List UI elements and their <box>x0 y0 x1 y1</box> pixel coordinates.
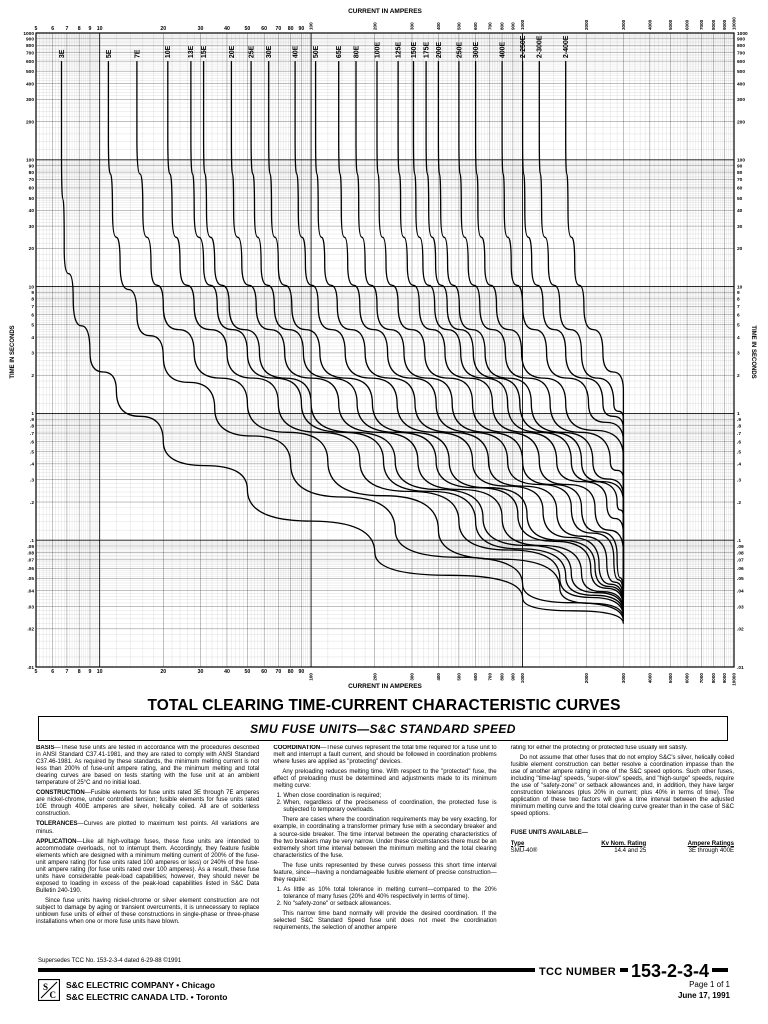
y-tick-label: .2 <box>737 500 742 506</box>
y-tick-label: 30 <box>28 224 34 230</box>
company-name-canada: S&C ELECTRIC CANADA LTD. • Toronto <box>66 992 228 1002</box>
x-tick-label: 9 <box>88 26 92 32</box>
y-tick-label: .01 <box>737 665 744 671</box>
coordination-lead: COORDINATION <box>273 745 321 751</box>
y-tick-label: .6 <box>737 440 742 446</box>
x-tick-label: 300 <box>409 22 415 30</box>
y-tick-label: .1 <box>737 539 742 544</box>
x-tick-label: 500 <box>456 673 462 681</box>
x-tick-label: 400 <box>436 673 442 681</box>
y-axis-title-right: TIME IN SECONDS <box>750 325 756 379</box>
basis-text: —These fuse units are tested in accordance with the procedures described in ANSI Standard C37.41-1981, and they are rated to comply with ANSI Standard C37.46-1981. As required by these standards, the minimum melting current is not less than 200% of fuse-unit ampere rating, and the minimum melting and total clearing curves are based on tests starting with the fuse unit at an ambient temperature of 25°C and no initial load. <box>36 745 260 787</box>
y-tick-label: 5 <box>737 323 740 329</box>
series-label: 13E <box>188 45 196 59</box>
x-tick-label: 10000 <box>731 673 737 686</box>
curve-2-250E <box>523 61 624 578</box>
x-tick-label: 700 <box>487 673 493 681</box>
x-tick-label: 30 <box>197 669 204 675</box>
x-tick-label: 2000 <box>583 19 589 30</box>
x-tick-label: 5 <box>34 669 38 675</box>
y-tick-label: 90 <box>28 164 34 170</box>
list-item: 2. When, regardless of the preciseness of coordination, the protected fuse is subjected to temporary overloads. <box>283 800 496 814</box>
y-tick-label: .08 <box>27 551 34 557</box>
x-tick-label: 6000 <box>684 673 690 684</box>
y-tick-label: .09 <box>737 544 744 550</box>
x-axis-title-bottom: CURRENT IN AMPERES <box>348 683 422 690</box>
y-tick-label: .07 <box>737 558 744 564</box>
x-tick-label: 100 <box>308 22 314 30</box>
y-tick-label: 60 <box>737 186 743 192</box>
x-tick-label: 3000 <box>621 19 627 30</box>
y-tick-label: .03 <box>737 605 744 611</box>
supersedes-note: Supersedes TCC No. 153-2-3-4 dated 6-29-88 ©1991 <box>38 958 182 964</box>
x-tick-label: 6 <box>51 26 55 32</box>
y-tick-label: .05 <box>27 577 34 583</box>
y-tick-label: .07 <box>27 558 34 564</box>
x-tick-label: 200 <box>372 673 378 681</box>
y-tick-label: 300 <box>737 98 746 104</box>
y-tick-label: 40 <box>28 209 34 215</box>
svg-text:S: S <box>43 982 49 992</box>
x-tick-label: 10 <box>96 669 103 675</box>
y-tick-label: 20 <box>28 247 34 253</box>
column-3 <box>511 745 734 977</box>
x-tick-label: 100 <box>308 673 314 681</box>
x-tick-label: 60 <box>261 26 268 32</box>
column-3-paragraph-1: rating for either the protecting or protected fuse usually will satisfy. <box>510 745 688 751</box>
x-tick-label: 2000 <box>583 673 589 684</box>
y-tick-label: .08 <box>737 551 744 557</box>
y-tick-label: .6 <box>29 440 34 446</box>
y-tick-label: 6 <box>737 313 740 319</box>
th-kv: Kv Nom. Rating <box>601 840 647 847</box>
x-tick-label: 90 <box>298 26 305 32</box>
y-tick-label: .06 <box>27 567 34 573</box>
y-tick-label: .02 <box>737 627 744 633</box>
x-tick-label: 8000 <box>711 19 717 30</box>
series-label: 300E <box>473 41 481 59</box>
footer-rule <box>38 968 728 972</box>
y-tick-label: 9 <box>31 291 34 297</box>
column-2 <box>273 745 496 977</box>
y-tick-label: 40 <box>737 209 743 215</box>
svg-text:C: C <box>49 990 56 1000</box>
y-tick-label: 70 <box>28 178 34 184</box>
x-tick-label: 7 <box>65 669 69 675</box>
y-tick-label: .7 <box>29 431 34 437</box>
x-tick-label: 50 <box>244 26 251 32</box>
tcc-label: TCC NUMBER <box>535 966 620 978</box>
y-tick-label: 400 <box>25 82 34 88</box>
x-tick-label: 3000 <box>621 673 627 684</box>
curve-30E <box>269 61 624 606</box>
y-tick-label: .3 <box>29 478 34 484</box>
x-tick-label: 700 <box>487 22 493 30</box>
list-item: 2. No "safety-zone" or setback allowances. <box>283 901 496 908</box>
y-tick-label: 1000 <box>23 31 34 37</box>
y-tick-label: 6 <box>31 313 34 319</box>
y-tick-label: 7 <box>31 305 34 311</box>
y-tick-label: .04 <box>27 589 34 595</box>
x-tick-label: 50 <box>244 669 251 675</box>
x-tick-label: 40 <box>224 669 230 675</box>
list-item: 1. As little as 10% total tolerance in melting current—compared to the 20% tolerance of many fuses (20% and 40% respectively in terms of time). <box>283 887 496 901</box>
x-tick-label: 90 <box>298 669 305 675</box>
x-tick-label: 70 <box>275 669 282 675</box>
th-amp: Ampere Ratings <box>687 840 734 847</box>
table-row <box>511 848 734 855</box>
y-tick-label: 100 <box>737 158 746 164</box>
y-tick-label: 70 <box>737 178 743 184</box>
x-tick-label: 8 <box>77 26 81 32</box>
series-label: 200E <box>435 41 443 59</box>
series-label: 100E <box>374 41 382 59</box>
y-tick-label: .8 <box>737 424 742 430</box>
y-tick-label: .9 <box>29 418 34 424</box>
y-tick-label: 10 <box>28 285 34 291</box>
basis-paragraph <box>36 745 259 787</box>
y-tick-label: 200 <box>737 120 746 126</box>
y-tick-label: .09 <box>27 544 34 550</box>
column-3-paragraph-2: Do not assume that other fuses that do not employ S&C's silver, helically coiled fusible element construction can better resolve a coordination impasse than the use of another ampere rating in one of the S&C speed options. Such other fuses, including "time-lag" speeds, "super-slow" speeds, and "high-surge" speeds, require the use of "safety-zone" or setback allowances and, in addition, they have larger construction tolerances (plus 20% in current; plus 40% in terms of time). The application of these two factors will give a time interval between the adjusted minimum melting curve and the total clearing curve greater than in the case of S&C speed options. <box>510 755 734 818</box>
cell-kv: 14.4 and 25 <box>614 847 647 854</box>
table-header-row <box>511 841 734 848</box>
application-paragraph-2: Since fuse units having nickel-chrome or silver element construction are not subject to damage by aging or transient overcurrents, it is unnecessary to replace unblown fuse units of either of these constructions in single-phase or three-phase installations when one or more fuse units have blown. <box>36 897 260 926</box>
y-tick-label: 30 <box>737 224 743 230</box>
x-tick-label: 7 <box>65 26 69 32</box>
x-tick-label: 9 <box>88 669 92 675</box>
y-tick-label: 800 <box>25 44 34 50</box>
x-tick-label: 6 <box>51 669 55 675</box>
y-tick-label: 50 <box>28 196 34 202</box>
y-tick-label: .2 <box>29 500 34 506</box>
x-tick-label: 600 <box>473 673 479 681</box>
y-tick-label: 1 <box>737 412 740 418</box>
series-label: 15E <box>200 45 208 59</box>
y-tick-label: 900 <box>25 37 34 43</box>
y-tick-label: .01 <box>27 665 34 671</box>
y-tick-label: 9 <box>737 291 740 297</box>
y-tick-label: 5 <box>31 323 34 329</box>
y-tick-label: 4 <box>737 335 740 341</box>
curve-150E <box>414 61 624 593</box>
page-indicator: Page 1 of 1 <box>689 980 730 989</box>
y-tick-label: .3 <box>737 478 742 484</box>
coordination-list-2 <box>273 887 496 908</box>
x-tick-label: 9000 <box>721 19 727 30</box>
y-tick-label: .5 <box>29 450 34 456</box>
y-tick-label: 300 <box>25 98 34 104</box>
y-tick-label: 80 <box>737 170 743 176</box>
x-tick-label: 40 <box>224 26 230 32</box>
y-tick-label: 800 <box>737 44 746 50</box>
y-tick-label: 50 <box>737 196 743 202</box>
column-1 <box>36 745 259 977</box>
series-label: 400E <box>499 41 507 59</box>
y-tick-label: .1 <box>29 539 34 544</box>
subtitle-box <box>38 716 728 741</box>
curve-300E <box>476 61 624 583</box>
y-tick-label: 8 <box>31 297 34 303</box>
y-tick-label: 2 <box>31 374 34 380</box>
y-tick-label: .04 <box>737 589 744 595</box>
fuse-units-table <box>511 841 734 855</box>
series-label: 50E <box>312 45 320 59</box>
y-tick-label: 90 <box>737 164 743 170</box>
application-paragraph <box>36 839 259 895</box>
series-label: 25E <box>248 45 256 59</box>
y-tick-label: 500 <box>737 69 746 75</box>
basis-lead: BASIS <box>36 745 55 751</box>
y-tick-label: 100 <box>25 158 34 164</box>
y-tick-label: .7 <box>737 431 742 437</box>
series-label: 150E <box>410 41 418 59</box>
coordination-text: —These curves represent the total time required for a fuse unit to melt and interrupt a fault current, and should be followed in coordination problems where fuses are applied as "protecting" devices. <box>273 745 497 766</box>
x-tick-label: 1000 <box>520 673 526 684</box>
y-tick-label: .4 <box>29 462 34 468</box>
x-tick-label: 800 <box>499 673 505 681</box>
subtitle: SMU FUSE UNITS—S&C STANDARD SPEED <box>250 721 516 736</box>
coordination-paragraph-3: There are cases where the coordination requirements may be very exacting, for example, in coordinating a transformer primary fuse with a secondary breaker and a source-side breaker. The time interval between the operating characteristics of the two breakers may be very narrow. Under these circumstances there must be an extremely short time interval between the minimum melting and the total clearing characteristics of the fuse. <box>273 817 497 859</box>
y-tick-label: 1 <box>31 412 34 418</box>
x-tick-label: 5 <box>34 26 38 32</box>
y-tick-label: 1000 <box>737 31 748 37</box>
curve-20E <box>231 61 623 610</box>
series-label: 125E <box>395 41 403 59</box>
series-label: 65E <box>336 45 344 59</box>
x-tick-label: 20 <box>160 26 167 32</box>
fuse-units-heading: FUSE UNITS AVAILABLE— <box>510 830 588 837</box>
coordination-paragraph-4: The fuse units represented by these curves possess this short time interval feature, since—having a nondamageable fusible element of precise construction—they require: <box>273 862 497 883</box>
curve-65E <box>339 61 624 601</box>
series-label: 40E <box>292 45 300 59</box>
series-label: 3E <box>58 49 66 59</box>
series-label: 20E <box>228 45 236 59</box>
application-text: —Like all high-voltage fuses, these fuse units are intended to accommodate overloads, not to interrupt them. Accordingly, they feature fusible elements which are designed with a minimum melting current of 200% of the fuse-unit ampere rating (for fuse units rated 100 amperes or less) or 240% of the fuse-unit ampere rating (for fuse units rated over 100 amperes). As a result, these fuse units have considerable peak-load capabilities; however, they should never be exposed to loading in excess of the peak-load capabilities listed in S&C Data Bulletin 240-190. <box>36 838 260 894</box>
x-axis-title-top: CURRENT IN AMPERES <box>348 8 422 15</box>
y-tick-label: .03 <box>27 605 34 611</box>
series-label: 10E <box>165 45 173 59</box>
x-tick-label: 10 <box>96 26 103 32</box>
y-tick-label: 10 <box>737 285 743 291</box>
th-type: Type <box>510 840 525 847</box>
curve-13E <box>191 61 624 614</box>
series-label: 2-250E <box>519 35 527 59</box>
x-tick-label: 9000 <box>721 673 727 684</box>
series-label: 250E <box>456 41 464 59</box>
chart-grid <box>36 33 734 667</box>
y-tick-label: .02 <box>27 627 34 633</box>
cell-type: SMU-40® <box>510 847 538 854</box>
series-label: 30E <box>266 45 274 59</box>
series-label: 2-300E <box>536 35 544 59</box>
curve-250E <box>459 61 624 585</box>
y-tick-label: 3 <box>737 351 740 357</box>
y-tick-label: .9 <box>737 418 742 424</box>
x-tick-label: 4000 <box>647 19 653 30</box>
y-tick-label: .05 <box>737 577 744 583</box>
application-lead: APPLICATION <box>36 838 77 845</box>
series-label: 7E <box>134 49 142 59</box>
y-tick-label: 3 <box>31 351 34 357</box>
y-axis-title-left: TIME IN SECONDS <box>10 325 16 379</box>
page-title: TOTAL CLEARING TIME-CURRENT CHARACTERISTIC CURVES <box>147 697 621 714</box>
y-tick-label: .5 <box>737 450 742 456</box>
x-tick-label: 20 <box>160 669 167 675</box>
x-tick-label: 600 <box>473 22 479 30</box>
y-tick-label: .06 <box>737 567 744 573</box>
curve-25E <box>251 61 623 608</box>
y-tick-label: 500 <box>25 69 34 75</box>
y-tick-label: 900 <box>737 37 746 43</box>
x-tick-label: 8000 <box>711 673 717 684</box>
curve-175E <box>426 61 623 591</box>
y-tick-label: 700 <box>737 51 746 57</box>
issue-date: June 17, 1991 <box>677 991 730 1000</box>
x-tick-label: 1000 <box>520 19 526 30</box>
series-label: 80E <box>353 45 361 59</box>
sc-logo-icon <box>38 979 60 1001</box>
x-tick-label: 80 <box>287 26 294 32</box>
x-tick-label: 60 <box>261 669 268 675</box>
x-tick-label: 7000 <box>698 19 704 30</box>
x-tick-label: 4000 <box>647 673 653 684</box>
series-label: 175E <box>423 41 431 59</box>
x-tick-label: 5000 <box>667 19 673 30</box>
y-tick-label: 400 <box>737 82 746 88</box>
tolerances-lead: TOLERANCES <box>36 821 78 828</box>
tcc-number: 153-2-3-4 <box>628 961 712 982</box>
y-tick-label: 7 <box>737 305 740 311</box>
x-tick-label: 400 <box>436 22 442 30</box>
y-tick-label: 4 <box>31 335 34 341</box>
y-tick-label: 600 <box>25 59 34 65</box>
y-tick-label: .8 <box>29 424 34 430</box>
list-item: 1. When close coordination is required; <box>283 793 496 800</box>
body-text <box>36 745 734 977</box>
x-tick-label: 500 <box>456 22 462 30</box>
x-tick-label: 300 <box>409 673 415 681</box>
x-tick-label: 6000 <box>684 19 690 30</box>
x-tick-label: 7000 <box>698 673 704 684</box>
curve-2-300E <box>539 61 623 575</box>
x-tick-label: 900 <box>510 673 516 681</box>
construction-paragraph <box>36 790 259 818</box>
y-tick-label: 60 <box>28 186 34 192</box>
x-tick-label: 80 <box>287 669 294 675</box>
cell-amp: 3E through 400E <box>688 847 734 854</box>
construction-lead: CONSTRUCTION <box>36 790 85 797</box>
y-tick-label: .4 <box>737 462 742 468</box>
y-tick-label: 20 <box>737 247 743 253</box>
x-tick-label: 900 <box>510 22 516 30</box>
company-name: S&C ELECTRIC COMPANY • Chicago <box>66 980 216 990</box>
x-tick-label: 70 <box>275 26 282 32</box>
tolerances-paragraph <box>36 821 259 835</box>
y-tick-label: 80 <box>28 170 34 176</box>
series-label: 2-400E <box>563 35 571 59</box>
coordination-paragraph-2: Any preloading reduces melting time. With respect to the "protected" fuse, the effect of preloading must be determined and adjustments made to its minimum melting curve: <box>273 769 497 790</box>
curve-400E <box>502 61 623 581</box>
construction-text: —Fusible elements for fuse units rated 3E through 7E amperes are nickel-chrome, under controlled tension; fusible elements for fuse units rated 10E through 400E amperes are silver, helically coiled. All are of solderless construction. <box>36 790 260 818</box>
coordination-paragraph-5: This narrow time band normally will provide the desired coordination. If the selected S&C Standard Speed fuse unit does not meet the coordination requirements, the selection of another ampere <box>273 910 497 932</box>
y-tick-label: 700 <box>25 51 34 57</box>
x-tick-label: 10000 <box>731 17 737 30</box>
series-label: 5E <box>105 49 113 59</box>
coordination-paragraph <box>273 745 496 766</box>
tolerances-text: —Curves are plotted to maximum test points. All variations are minus. <box>36 821 260 835</box>
x-tick-label: 5000 <box>667 673 673 684</box>
x-tick-label: 200 <box>372 22 378 30</box>
x-tick-label: 8 <box>77 669 81 675</box>
x-tick-label: 30 <box>197 26 204 32</box>
coordination-list-1 <box>273 793 496 814</box>
y-tick-label: 2 <box>737 374 740 380</box>
x-tick-label: 800 <box>499 22 505 30</box>
y-tick-label: 600 <box>737 59 746 65</box>
y-tick-label: 200 <box>25 120 34 126</box>
y-tick-label: 8 <box>737 297 740 303</box>
